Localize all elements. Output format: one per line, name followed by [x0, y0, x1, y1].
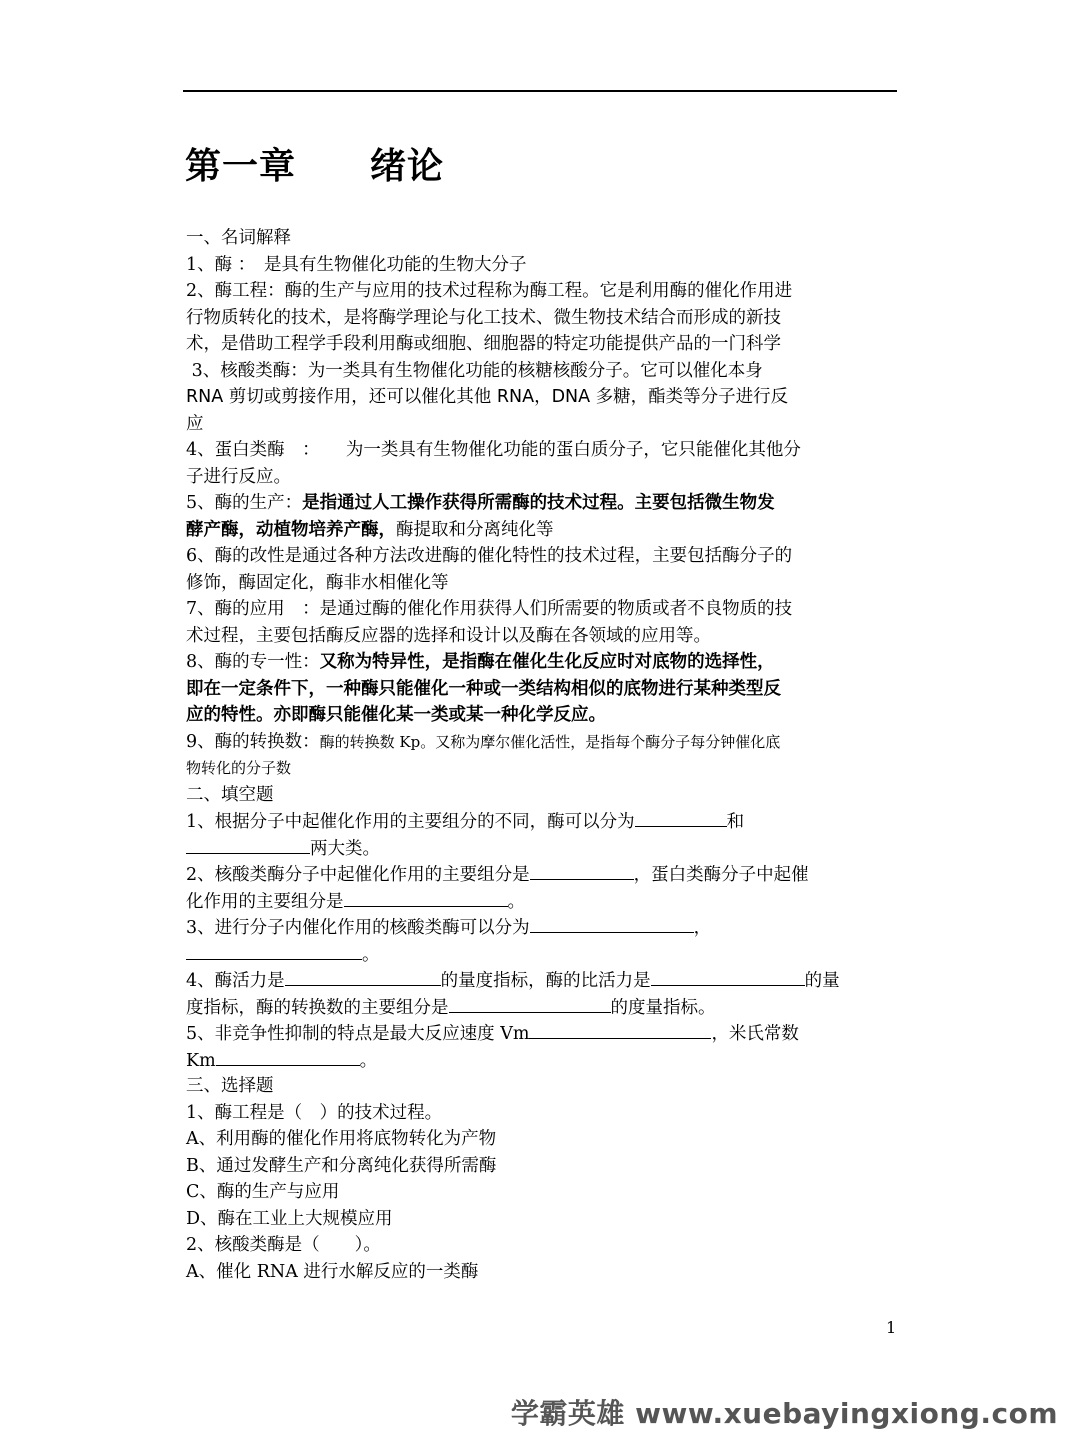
answer-blank[interactable] [186, 941, 362, 960]
page-number: 1 [886, 1318, 897, 1337]
choice-question-1: 1、酶工程是（ ）的技术过程。 [186, 1102, 443, 1123]
choice-option-b: B、通过发酵生产和分离纯化获得所需酶 [186, 1155, 497, 1176]
question-text: 。 [362, 944, 380, 965]
question-text: ， [693, 918, 712, 938]
question-text: 度指标，酶的转换数的主要组分是 [186, 997, 449, 1018]
definition-item-8-cont: 即在一定条件下，一种酶只能催化一种或一类结构相似的底物进行某种类型反 [186, 678, 781, 699]
item-label: 8、酶的专一性： [186, 652, 320, 672]
question-text: 4、酶活力是 [186, 971, 285, 991]
answer-blank[interactable] [216, 1047, 360, 1066]
question-text: 的量 [804, 971, 840, 991]
item-bold-text: 是指通过人工操作获得所需酶的技术过程。主要包括微生物发 [302, 493, 775, 513]
answer-blank[interactable] [529, 1020, 711, 1039]
question-text: 。 [359, 1050, 378, 1071]
fill-question-4-cont [186, 994, 894, 1021]
section-heading-definitions: 一、名词解释 [186, 228, 291, 248]
definition-item-9 [186, 729, 894, 756]
choice-option-a: A、利用酶的催化作用将底物转化为产物 [186, 1129, 497, 1149]
answer-blank[interactable] [651, 967, 805, 986]
definition-item-5 [186, 490, 894, 517]
definition-line: 术，是借助工程学手段利用酶或细胞、细胞器的特定功能提供产品的一门科学 [186, 334, 781, 354]
definition-item-8-cont: 应的特性。亦即酶只能催化某一类或某一种化学反应。 [186, 705, 606, 725]
definition-line: 4、蛋白类酶 ： 为一类具有生物催化功能的蛋白质分子，它只能催化其他分 [186, 440, 801, 460]
question-text: Km [186, 1050, 216, 1071]
answer-blank[interactable] [186, 835, 310, 854]
question-text: 3、进行分子内催化作用的核酸类酶可以分为 [186, 918, 530, 938]
answer-blank[interactable] [530, 914, 694, 933]
fill-question-2 [186, 861, 894, 888]
choice-question-2: 2、核酸类酶是（ ）。 [186, 1235, 381, 1255]
definition-item-7-cont: 术过程，主要包括酶反应器的选择和设计以及酶在各领域的应用等。 [186, 625, 711, 646]
fill-question-1 [186, 808, 894, 835]
definition-item-6: 6、酶的改性是通过各种方法改进酶的催化特性的技术过程，主要包括酶分子的 [186, 546, 793, 566]
question-text: 。 [507, 891, 525, 912]
answer-blank[interactable] [635, 808, 727, 827]
question-text: 5、非竞争性抑制的特点是最大反应速度 Vm [186, 1024, 530, 1044]
answer-blank[interactable] [344, 888, 508, 907]
document-body [186, 225, 894, 1285]
question-text: 2、核酸类酶分子中起催化作用的主要组分是 [186, 865, 530, 885]
definition-line: 2、酶工程：酶的生产与应用的技术过程称为酶工程。它是利用酶的催化作用进 [186, 281, 793, 301]
question-text: 的度量指标。 [610, 997, 716, 1018]
section-heading-multiple-choice: 三、选择题 [186, 1076, 274, 1096]
item-label: 5、酶的生产： [186, 493, 303, 513]
item-bold-text: 酵产酶，动植物培养产酶， [186, 519, 396, 540]
site-watermark: 学霸英雄 www.xuebayingxiong.com [510, 1397, 1058, 1430]
fill-question-5-cont [186, 1047, 894, 1074]
definition-item-6-cont: 修饰，酶固定化，酶非水相催化等 [186, 572, 449, 593]
choice-option-c: C、酶的生产与应用 [186, 1182, 340, 1202]
definition-item-9-cont: 物转化的分子数 [186, 759, 292, 777]
question-text: 和 [726, 812, 745, 832]
item-text: 酶的转换数 Kp。又称为摩尔催化活性，是指每个酶分子每分钟催化底 [319, 732, 781, 751]
definition-line: 行物质转化的技术，是将酶学理论与化工技术、微生物技术结合而形成的新技 [186, 307, 781, 328]
answer-blank[interactable] [449, 994, 611, 1013]
definition-item-5-cont [186, 517, 894, 544]
question-text: 1、根据分子中起催化作用的主要组分的不同，酶可以分为 [186, 812, 635, 832]
definition-line: 1、酶 ： 是具有生物催化功能的生物大分子 [186, 254, 527, 275]
fill-question-5 [186, 1020, 894, 1047]
definition-item-7: 7、酶的应用 ：是通过酶的催化作用获得人们所需要的物质或者不良物质的技 [186, 599, 793, 619]
question-text: 化作用的主要组分是 [186, 891, 344, 912]
chapter-title: 第一章 绪论 [185, 145, 445, 187]
question-text: 两大类。 [310, 838, 380, 859]
fill-question-3-cont [186, 941, 894, 968]
definition-line: 应 [186, 413, 204, 434]
choice-option-d: D、酶在工业上大规模应用 [186, 1208, 393, 1229]
item-bold-text: 又称为特异性，是指酶在催化生化反应时对底物的选择性， [319, 652, 775, 672]
definition-line: RNA 剪切或剪接作用，还可以催化其他 RNA，DNA 多糖，酯类等分子进行反 [186, 387, 789, 407]
section-heading-fill-in: 二、填空题 [186, 784, 274, 805]
fill-question-3 [186, 914, 894, 941]
answer-blank[interactable] [285, 967, 441, 986]
question-text: ，蛋白类酶分子中起催 [633, 865, 809, 885]
item-text: 酶提取和分离纯化等 [396, 519, 554, 540]
question-text: 的量度指标，酶的比活力是 [440, 971, 651, 991]
fill-question-1-cont [186, 835, 894, 862]
choice-option-a: A、催化 RNA 进行水解反应的一类酶 [186, 1261, 479, 1282]
answer-blank[interactable] [530, 861, 634, 880]
question-text: ，米氏常数 [711, 1024, 799, 1044]
definition-line: 子进行反应。 [186, 466, 291, 487]
definition-item-8 [186, 649, 894, 676]
fill-question-4 [186, 967, 894, 994]
definition-line: 3、核酸类酶：为一类具有生物催化功能的核糖核酸分子。它可以催化本身 [186, 360, 763, 381]
fill-question-2-cont [186, 888, 894, 915]
item-label: 9、酶的转换数： [186, 731, 320, 752]
header-rule [183, 90, 897, 92]
